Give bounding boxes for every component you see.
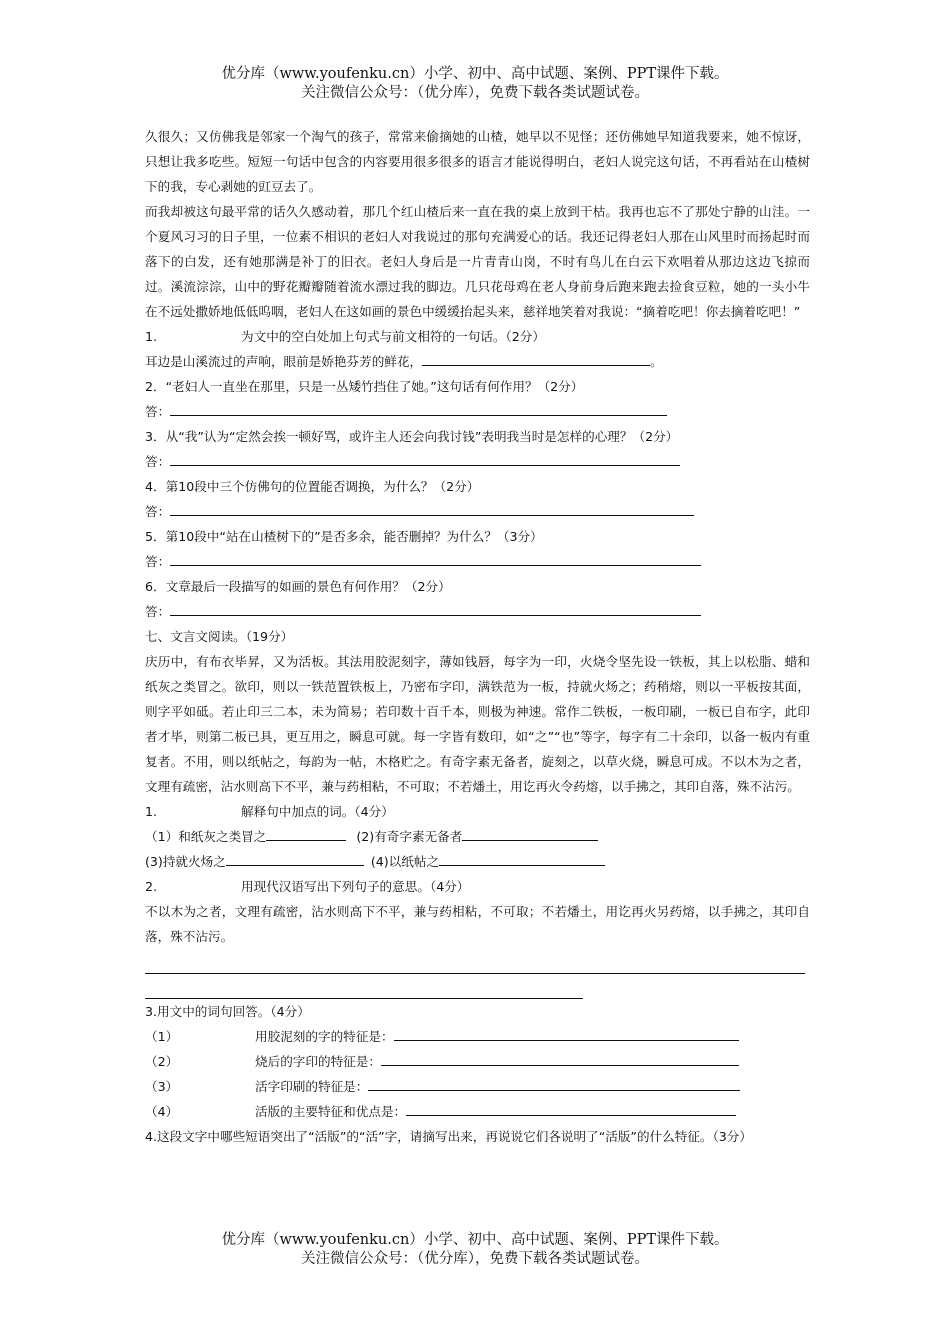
page-header [0,65,950,103]
question-1-prompt [145,349,810,374]
s7-question-3-item-3 [145,1074,810,1099]
answer-blank[interactable] [266,825,346,841]
answer-line[interactable] [145,949,805,974]
answer-label: 答： [145,454,171,469]
page-footer [0,1231,950,1269]
question-2: 2．“老妇人一直坐在那里，只是一丛矮竹挡住了她。”这句话有何作用？（2分） [145,379,584,394]
footer-line-1: 优分库（www.youfenku.cn）小学、初中、高中试题、案例、PPT课件下载。 [221,1232,729,1248]
header-line-1: 优分库（www.youfenku.cn）小学、初中、高中试题、案例、PPT课件下载。 [221,66,729,82]
answer-label: 答： [145,504,171,519]
header-line-2: 关注微信公众号：（优分库），免费下载各类试题试卷。 [301,85,649,101]
item-label: (3)持就火炀之 [145,854,226,869]
s7-question-2 [145,874,810,899]
worksheet-content [145,124,810,1149]
question-5: 5．第10段中“站在山楂树下的”是否多余，能否删掉？为什么？（3分） [145,529,543,544]
answer-blank[interactable] [406,1100,736,1116]
classical-text: 庆历中，有布衣毕昇，又为活板。其法用胶泥刻字，薄如钱唇，每字为一印，火烧令坚先设一铁板，其上以松脂、蜡和纸灰之类冒之。欲印，则以一铁范置铁板上，乃密布字印，满铁范为一板，持就火炀之；药稍熔，则以一平板按其面，则字平如砥。若止印三二本，未为简易；若印数十百千本，则极为神速。常作二铁板，一板印刷，一板已自布字，此印者才毕，则第二板已具，更互用之，瞬息可就。每一字皆有数印，如“之”“也”等字，每字有二十余印，以备一板内有重复者。不用，则以纸帖之，每韵为一帖，木格贮之。有奇字素无备者，旋刻之，以草火烧，瞬息可成。不以木为之者，文理有疏密，沾水则高下不平，兼与药相粘，不可取；不若燔土，用讫再火令药熔，以手拂之，其印自落，殊不沾污。 [145,654,810,794]
answer-blank[interactable] [439,850,605,866]
item-label: （1）和纸灰之类冒之 [145,829,267,844]
question-3-answer [145,449,810,474]
s7-question-4: 4.这段文字中哪些短语突出了“活版”的“活”字，请摘写出来，再说说它们各说明了“活版”的什么特征。（3分） [145,1129,752,1144]
answer-blank[interactable] [170,500,694,516]
question-4-answer [145,499,810,524]
s7-question-1-items-a [145,824,810,849]
prompt-end: 。 [650,354,663,369]
question-3: 3．从“我”认为“定然会挨一顿好骂，或许主人还会向我讨钱”表明我当时是怎样的心理？（2分） [145,429,679,444]
answer-label: 答： [145,604,171,619]
answer-blank[interactable] [170,400,667,416]
answer-blank[interactable] [170,600,701,616]
item-number: （2） [145,1054,179,1069]
question-number: 1. [145,329,158,344]
passage-paragraph-2: 而我却被这句最平常的话久久感动着，那几个红山楂后来一直在我的桌上放到干枯。我再也忘不了那处宁静的山洼。一个夏风习习的日子里，一位素不相识的老妇人对我说过的那句充满爱心的话。我还记得老妇人那在山风里时而扬起时而落下的白发，还有她那满是补丁的旧衣。老妇人身后是一片青青山岗，不时有鸟儿在白云下欢唱着从那边这边飞掠而过。溪流淙淙，山中的野花瓣瓣随着流水漂过我的脚边。几只花母鸡在老人身前身后跑来跑去捡食豆粒，她的一头小牛在不远处撒娇地低低呜咽，老妇人在这如画的景色中缓缓抬起头来，慈祥地笑着对我说：“摘着吃吧！你去摘着吃吧！” [145,204,810,319]
question-text: 用现代汉语写出下列句子的意思。（4分） [241,879,470,894]
question-4: 4．第10段中三个仿佛句的位置能否调换，为什么？（2分） [145,479,480,494]
footer-line-2: 关注微信公众号：（优分库），免费下载各类试题试卷。 [301,1251,649,1267]
answer-label: 答： [145,404,171,419]
s7-question-3-item-1 [145,1024,810,1049]
passage-paragraph-1: 久很久；又仿佛我是邻家一个淘气的孩子，常常来偷摘她的山楂，她早以不见怪；还仿佛她早知道我要来，她不惊讶，只想让我多吃些。短短一句话中包含的内容要用很多很多的语言才能说得明白，老妇人说完这句话，不再看站在山楂树下的我，专心剥她的豇豆去了。 [145,129,810,194]
answer-blank[interactable] [368,1075,740,1091]
answer-blank[interactable] [170,550,701,566]
item-label: 用胶泥刻的字的特征是： [255,1029,394,1044]
item-label: 活版的主要特征和优点是： [255,1104,407,1119]
answer-blank[interactable] [462,825,598,841]
question-number: 2. [145,879,158,894]
s7-question-3: 3.用文中的词句回答。（4分） [145,1004,310,1019]
answer-blank[interactable] [422,350,650,366]
answer-blank[interactable] [226,850,364,866]
question-text: 为文中的空白处加上句式与前文相符的一句话。（2分） [241,329,545,344]
question-5-answer [145,549,810,574]
section-7-title: 七、文言文阅读。（19分） [145,629,294,644]
item-label: 活字印刷的特征是： [255,1079,369,1094]
question-number: 1. [145,804,158,819]
item-number: （4） [145,1104,179,1119]
answer-blank[interactable] [381,1050,739,1066]
answer-blank[interactable] [170,450,680,466]
answer-label: 答： [145,554,171,569]
s7-question-1-items-b [145,849,810,874]
answer-blank[interactable] [394,1025,739,1041]
s7-question-2-sentence: 不以木为之者，文理有疏密，沾水则高下不平，兼与药相粘，不可取；不若燔土，用讫再火另药熔，以手拂之，其印自落，殊不沾污。 [145,904,810,944]
question-text: 解释句中加点的词。（4分） [241,804,394,819]
question-6-answer [145,599,810,624]
item-number: （3） [145,1079,179,1094]
s7-question-1 [145,799,810,824]
question-2-answer [145,399,810,424]
item-label: (2)有奇字素无备者 [356,829,463,844]
item-number: （1） [145,1029,179,1044]
item-label: (4)以纸帖之 [370,854,440,869]
s7-question-3-item-4 [145,1099,810,1124]
answer-line[interactable] [145,974,583,999]
s7-question-3-item-2 [145,1049,810,1074]
question-1 [145,324,810,349]
question-6: 6．文章最后一段描写的如画的景色有何作用？（2分） [145,579,451,594]
prompt-text: 耳边是山溪流过的声响，眼前是娇艳芬芳的鲜花， [145,354,423,369]
item-label: 烧后的字印的特征是： [255,1054,381,1069]
